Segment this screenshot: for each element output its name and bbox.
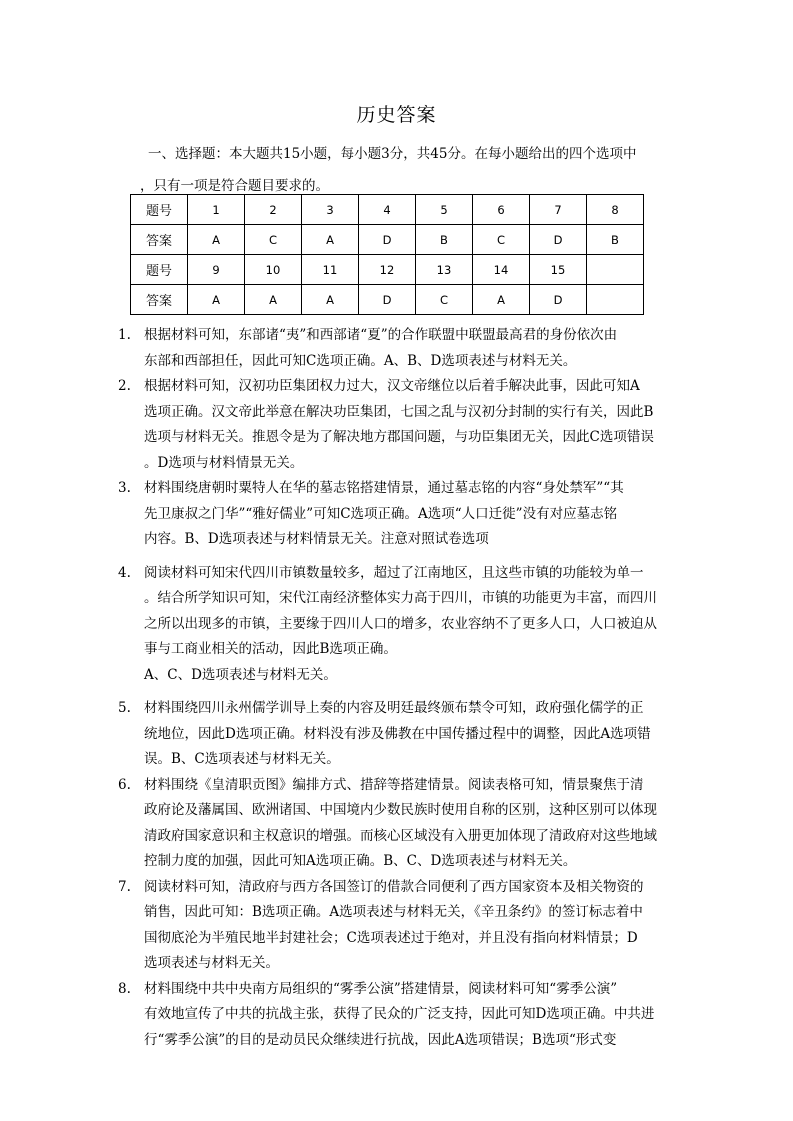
item-text-line: 材料围绕《皇清职贡图》编排方式、措辞等搭建情景。阅读表格可知，情景聚焦于清 (144, 776, 644, 793)
item-text-line: 事与工商业相关的活动，因此B选项正确。 (144, 641, 397, 657)
item-number: 6. (118, 776, 131, 793)
item-text-line: 选项表述与材料无关。 (144, 955, 279, 971)
item-number: 5. (118, 700, 131, 716)
table-cell: A (473, 285, 530, 315)
item-text-line: 控制力度的加强，因此可知A选项正确。B、C、D选项表述与材料无关。 (144, 853, 577, 869)
table-cell: 14 (473, 255, 530, 285)
item-text-line: 材料围绕唐朝时粟特人在华的墓志铭搭建情景，通过墓志铭的内容“身处禁军”“其 (144, 480, 624, 496)
table-cell (587, 255, 644, 285)
table-cell: 4 (359, 195, 416, 225)
item-text-line: 清政府国家意识和主权意识的增强。而核心区域没有入册更加体现了清政府对这些地域 (144, 827, 657, 844)
item-text-line: 阅读材料可知，清政府与西方各国签订的借款合同便利了西方国家资本及相关物资的 (144, 878, 644, 895)
list-item (118, 374, 678, 476)
item-text-line: 之所以出现多的市镇，主要缘于四川人口的增多，农业容纳不了更多人口，人口被迫从 (144, 615, 657, 632)
table-cell: 8 (587, 195, 644, 225)
item-text-line: 选项正确。汉文帝此举意在解决功臣集团，七国之乱与汉初分封制的实行有关，因此B (144, 403, 654, 420)
table-cell: B (416, 225, 473, 255)
table-cell: 15 (530, 255, 587, 285)
explanation-list (118, 323, 678, 1053)
table-cell: 9 (188, 255, 245, 285)
item-text-line: 销售，因此可知：B选项正确。A选项表述与材料无关，《辛丑条约》的签订标志着中 (144, 904, 643, 920)
table-cell: 2 (245, 195, 302, 225)
item-number: 2. (118, 378, 131, 394)
page-title: 历史答案 (356, 104, 437, 126)
table-cell: 6 (473, 195, 530, 225)
table-cell: 12 (359, 255, 416, 285)
item-text-line: 误。B、C选项表述与材料无关。 (144, 751, 340, 767)
table-row (131, 195, 644, 225)
table-cell: 7 (530, 195, 587, 225)
list-item (118, 977, 678, 1054)
table-cell: A (245, 285, 302, 315)
table-row (131, 285, 644, 315)
row-label: 题号 (131, 195, 188, 225)
table-cell: A (188, 225, 245, 255)
table-cell: D (359, 225, 416, 255)
table-cell: C (416, 285, 473, 315)
table-cell: C (473, 225, 530, 255)
table-cell: 13 (416, 255, 473, 285)
table-cell: C (245, 225, 302, 255)
table-cell: D (530, 285, 587, 315)
table-cell: D (530, 225, 587, 255)
section-intro-line-2: ，只有一项是符合题目要求的。 (140, 178, 329, 194)
item-text-line: 先卫康叔之门华”“雅好儒业”可知C选项正确。A选项“人口迁徙”没有对应墓志铭 (144, 505, 618, 522)
table-cell: B (587, 225, 644, 255)
item-text-line: 。D选项与材料情景无关。 (144, 454, 304, 471)
answer-table (130, 194, 644, 315)
item-number: 7. (118, 878, 131, 895)
item-text-line: 行“雾季公演”的目的是动员民众继续进行抗战，因此A选项错误；B选项“形式变 (144, 1031, 617, 1048)
table-cell: 1 (188, 195, 245, 225)
row-label: 题号 (131, 255, 188, 285)
table-cell: 10 (245, 255, 302, 285)
table-cell: A (302, 225, 359, 255)
item-number: 1. (118, 327, 131, 343)
item-text-line: 政府论及藩属国、欧洲诸国、中国境内少数民族时使用自称的区别，这种区别可以体现 (144, 802, 657, 818)
item-text-line: 统地位，因此D选项正确。材料没有涉及佛教在中国传播过程中的调整，因此A选项错 (144, 725, 651, 742)
list-item (118, 476, 678, 553)
item-text-line: 内容。B、D选项表述与材料情景无关。注意对照试卷选项 (144, 531, 489, 547)
item-text-line: 选项与材料无关。推恩令是为了解决地方郡国问题，与功臣集团无关，因此C选项错误 (144, 429, 654, 445)
item-number: 4. (118, 564, 131, 581)
item-text-line: 国彻底沦为半殖民地半封建社会；C选项表述过于绝对，并且没有指向材料情景；D (144, 929, 638, 946)
list-item (118, 875, 678, 977)
item-number: 3. (118, 480, 131, 496)
list-item (118, 323, 678, 374)
list-item (118, 773, 678, 875)
row-label: 答案 (131, 225, 188, 255)
item-text-line: 。结合所学知识可知，宋代江南经济整体实力高于四川，市镇的功能更为丰富，而四川 (144, 590, 657, 606)
item-text-line: 东部和西部担任，因此可知C选项正确。A、B、D选项表述与材料无关。 (144, 352, 577, 369)
table-cell: A (188, 285, 245, 315)
table-cell: 3 (302, 195, 359, 225)
item-number: 8. (118, 980, 131, 997)
list-item (118, 561, 678, 689)
table-row (131, 225, 644, 255)
table-cell: A (302, 285, 359, 315)
item-text-line: 材料围绕四川永州儒学训导上奏的内容及明廷最终颁布禁令可知，政府强化儒学的正 (144, 700, 644, 716)
item-text-line: 材料围绕中共中央南方局组织的“雾季公演”搭建情景，阅读材料可知“雾季公演” (144, 980, 618, 997)
table-row (131, 255, 644, 285)
table-cell: D (359, 285, 416, 315)
item-text-line: 根据材料可知，汉初功臣集团权力过大，汉文帝继位以后着手解决此事，因此可知A (144, 378, 640, 394)
item-text-line: 有效地宣传了中共的抗战主张，获得了民众的广泛支持，因此可知D选项正确。中共进 (144, 1006, 655, 1022)
section-intro-line-1: 一、选择题：本大题共15小题，每小题3分，共45分。在每小题给出的四个选项中 (148, 146, 637, 162)
item-text-line: 根据材料可知，东部诸“夷”和西部诸“夏”的合作联盟中联盟最高君的身份依次由 (144, 327, 618, 343)
table-cell (587, 285, 644, 315)
item-text-line: 阅读材料可知宋代四川市镇数量较多，超过了江南地区，且这些市镇的功能较为单一 (144, 564, 644, 581)
row-label: 答案 (131, 285, 188, 315)
table-cell: 11 (302, 255, 359, 285)
item-text-line: A、C、D选项表述与材料无关。 (144, 666, 337, 683)
list-item (118, 696, 678, 773)
table-cell: 5 (416, 195, 473, 225)
